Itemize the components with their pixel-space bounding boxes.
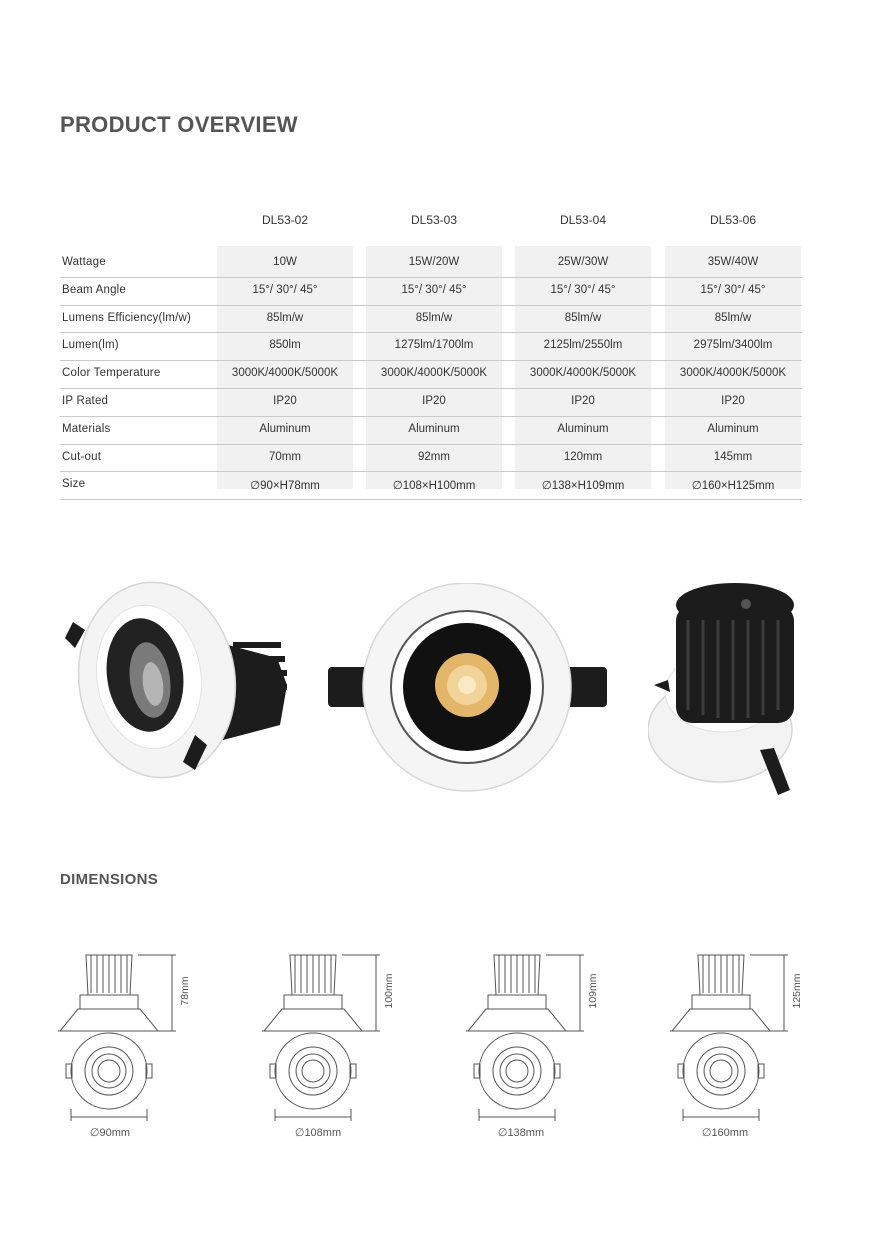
table-row-beam-angle (60, 278, 802, 306)
row-label: IP Rated (62, 394, 109, 407)
cell-value: 1275lm/1700lm (394, 339, 474, 352)
cell-value: Aluminum (557, 422, 609, 435)
cell-value: 35W/40W (707, 256, 759, 268)
model-name: DL53-02 (261, 213, 309, 227)
height-dimension-label: 100mm (383, 973, 395, 1009)
product-photo-front-view (325, 583, 610, 795)
table-row-wattage (60, 250, 802, 278)
table-row-materials (60, 417, 802, 445)
model-header-row (60, 210, 802, 232)
model-name: DL53-03 (410, 213, 458, 227)
model-name: DL53-06 (709, 213, 757, 227)
row-label: Lumen(lm) (62, 339, 119, 352)
cell-value: 3000K/4000K/5000K (231, 367, 339, 380)
cell-value: ∅90×H78mm (250, 480, 320, 493)
table-row-color-temperature (60, 361, 802, 389)
row-label: Materials (62, 422, 111, 435)
row-label: Cut-out (62, 450, 102, 463)
height-dimension-label: 109mm (587, 973, 599, 1009)
cell-value: 15°/ 30°/ 45° (252, 283, 318, 296)
cell-value: Aluminum (707, 422, 759, 435)
cell-value: 145mm (713, 450, 753, 463)
cell-value: IP20 (422, 394, 446, 407)
cell-value: 85lm/w (564, 311, 602, 324)
product-photo-rear-view (648, 580, 798, 810)
cell-value: 3000K/4000K/5000K (380, 367, 488, 380)
cell-value: 3000K/4000K/5000K (529, 367, 637, 380)
cell-value: 2125lm/2550lm (543, 339, 623, 352)
cell-value: 2975lm/3400lm (693, 339, 773, 352)
page-title: PRODUCT OVERVIEW (60, 112, 298, 137)
table-row-cut-out (60, 445, 802, 473)
spec-rows (60, 250, 802, 500)
cell-value: 85lm/w (714, 311, 752, 324)
table-row-ip-rated (60, 389, 802, 417)
table-row-size (60, 472, 802, 500)
cell-value: IP20 (273, 394, 297, 407)
table-row-lumens-efficiency (60, 306, 802, 334)
row-label: Lumens Efficiency(lm/w) (62, 311, 192, 324)
product-photo-angled-view (55, 580, 290, 795)
cell-value: 15°/ 30°/ 45° (550, 283, 616, 296)
cell-value: Aluminum (259, 422, 311, 435)
row-label: Color Temperature (62, 367, 161, 380)
cell-value: 15W/20W (408, 256, 460, 268)
cell-value: 3000K/4000K/5000K (679, 367, 787, 380)
cell-value: 70mm (269, 450, 301, 463)
cell-value: 25W/30W (557, 256, 609, 268)
section-title: DIMENSIONS (60, 871, 159, 888)
table-row-lumen (60, 333, 802, 361)
cell-value: ∅160×H125mm (691, 480, 775, 493)
cell-value: 850lm (269, 339, 301, 352)
cell-value: Aluminum (408, 422, 460, 435)
cell-value: 85lm/w (415, 311, 453, 324)
cell-value: IP20 (571, 394, 595, 407)
cell-value: 92mm (418, 450, 450, 463)
diameter-dimension-label: ∅160mm (701, 1127, 749, 1139)
height-dimension-label: 125mm (791, 973, 803, 1009)
model-name: DL53-04 (559, 213, 607, 227)
row-label: Size (62, 478, 86, 491)
cell-value: IP20 (721, 394, 745, 407)
cell-value: 15°/ 30°/ 45° (401, 283, 467, 296)
row-label: Wattage (62, 256, 106, 268)
cell-value: 85lm/w (266, 311, 304, 324)
cell-value: ∅138×H109mm (541, 480, 625, 493)
cell-value: 15°/ 30°/ 45° (700, 283, 766, 296)
diameter-dimension-label: ∅108mm (294, 1127, 342, 1139)
height-dimension-label: 78mm (179, 976, 191, 1006)
diameter-dimension-label: ∅90mm (89, 1127, 131, 1139)
cell-value: 10W (273, 256, 297, 268)
diameter-dimension-label: ∅138mm (497, 1127, 545, 1139)
row-label: Beam Angle (62, 283, 127, 296)
cell-value: ∅108×H100mm (392, 480, 476, 493)
cell-value: 120mm (563, 450, 603, 463)
